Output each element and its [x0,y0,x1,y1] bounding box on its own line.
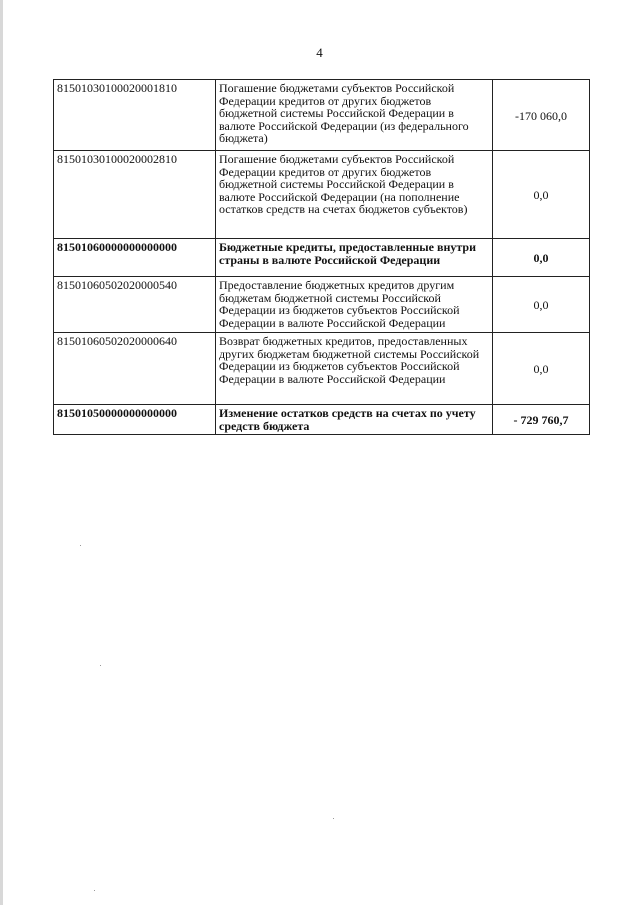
description-cell: Возврат бюджетных кредитов, предоставленных других бюджетам бюджетной системы Российской Федерации из бюджетов субъектов Российской Федерации в валюте Российской Федерации [216,333,493,405]
amount-cell: 0,0 [493,333,590,405]
budget-code-cell: 81501060502020000640 [54,333,216,405]
amount-cell: 0,0 [493,239,590,277]
description-cell: Предоставление бюджетных кредитов другим бюджетам бюджетной системы Российской Федерации из бюджетов субъектов Российской Федерации в валюте Российской Федерации [216,277,493,333]
page-number: 4 [316,45,323,60]
scan-speck [100,665,101,666]
amount-cell: 0,0 [493,151,590,239]
budget-code-cell: 81501050000000000000 [54,405,216,435]
budget-code-cell: 81501030100020001810 [54,80,216,151]
scan-speck [80,545,81,546]
amount-cell: 0,0 [493,277,590,333]
amount-cell: - 729 760,7 [493,405,590,435]
table-row [54,80,590,151]
scan-edge-shadow [0,0,3,905]
budget-code-cell: 81501060502020000540 [54,277,216,333]
table-row-total [54,405,590,435]
table-row [54,151,590,239]
budget-code-cell: 81501060000000000000 [54,239,216,277]
description-cell: Погашение бюджетами субъектов Российской Федерации кредитов от других бюджетов бюджетной системы Российской Федерации в валюте Российской Федерации (на пополнение остатков средств на счетах бюджетов субъектов) [216,151,493,239]
amount-cell: -170 060,0 [493,80,590,151]
description-cell: Изменение остатков средств на счетах по учету средств бюджета [216,405,493,435]
table-row [54,277,590,333]
table-row-total [54,239,590,277]
scan-speck [333,818,334,819]
budget-sources-table [53,79,590,435]
scan-speck [94,890,95,891]
description-cell: Погашение бюджетами субъектов Российской Федерации кредитов от других бюджетов бюджетной системы Российской Федерации в валюте Российской Федерации (из федерального бюджета) [216,80,493,151]
table-row [54,333,590,405]
description-cell: Бюджетные кредиты, предоставленные внутри страны в валюте Российской Федерации [216,239,493,277]
budget-code-cell: 81501030100020002810 [54,151,216,239]
